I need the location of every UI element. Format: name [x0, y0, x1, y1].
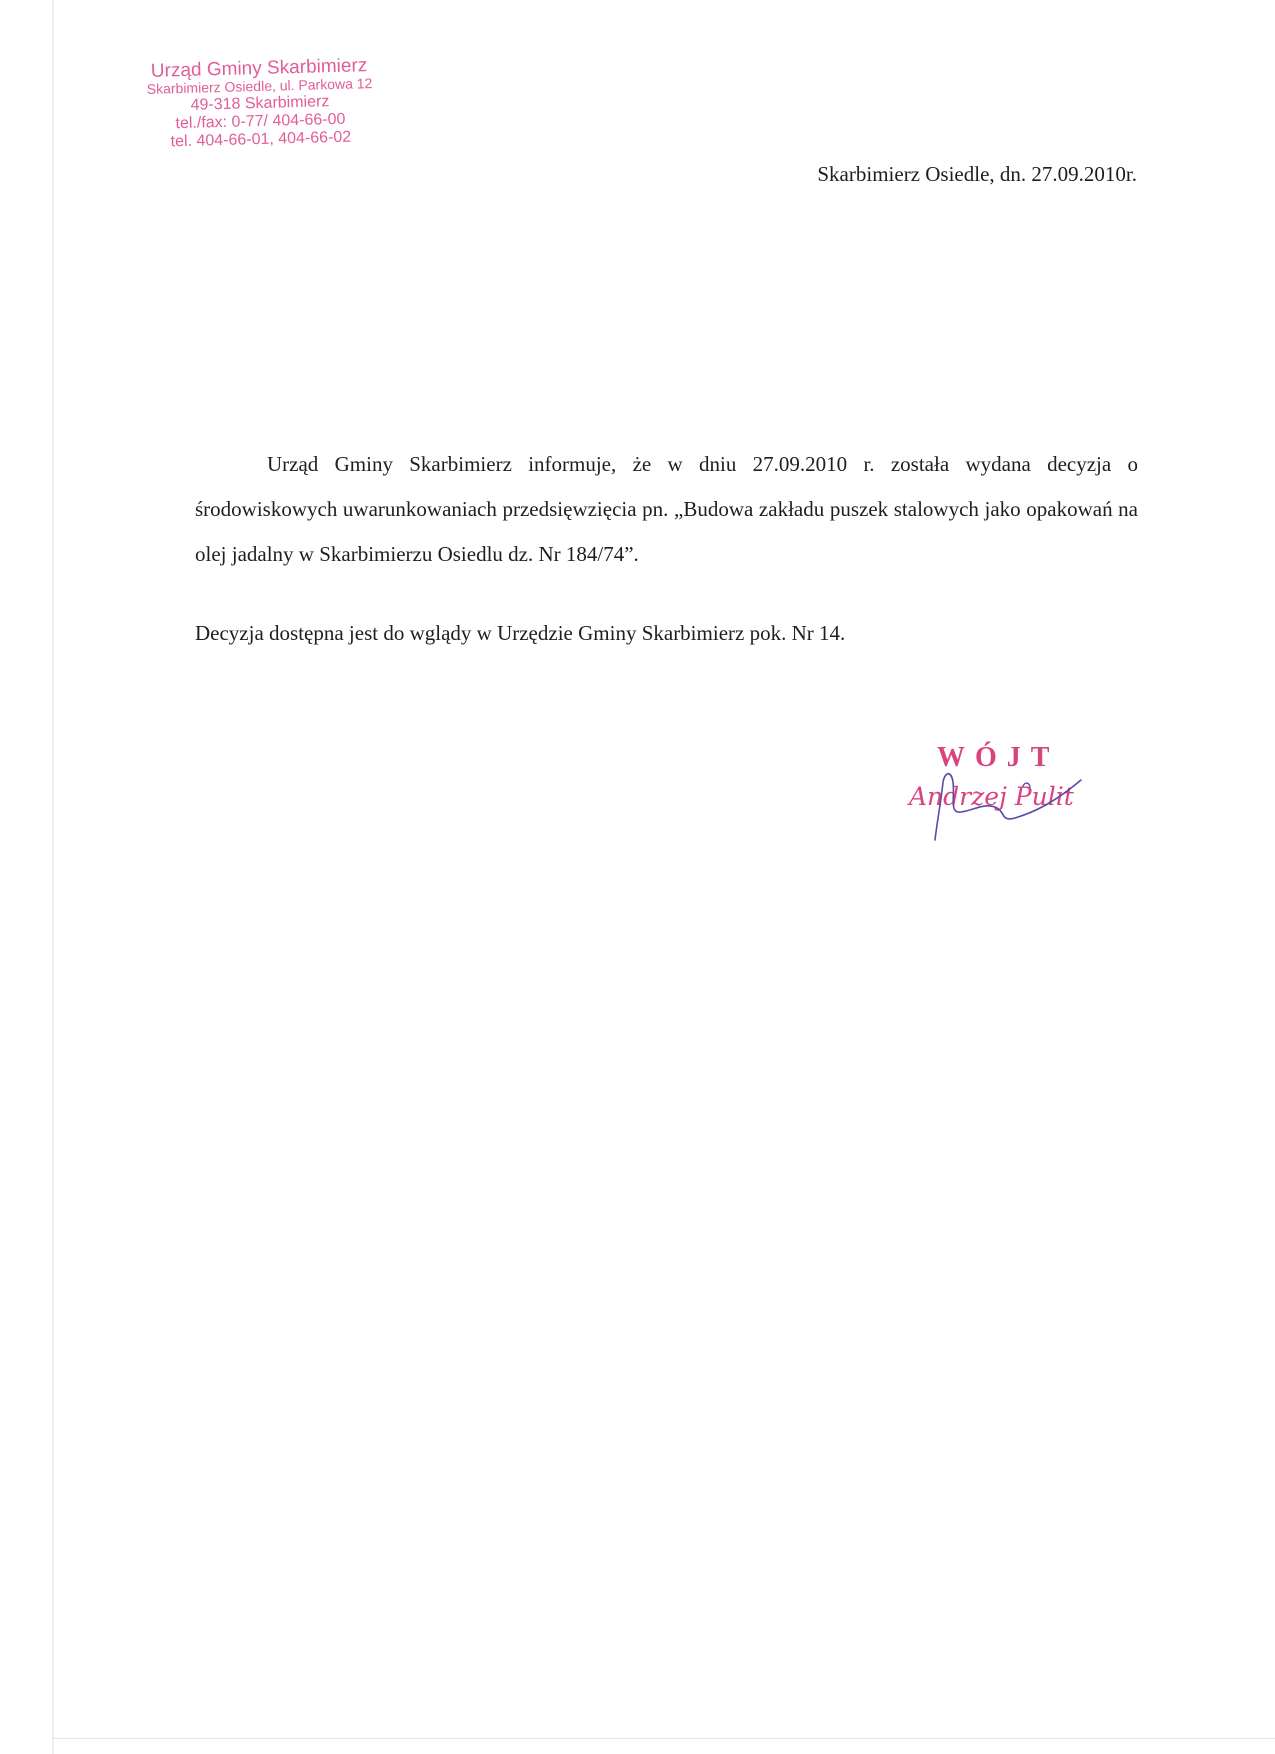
stamp-line-phone: tel. 404-66-01, 404-66-02 [170, 128, 352, 151]
handwritten-signature [905, 742, 1095, 842]
office-stamp [119, 54, 401, 152]
place-and-date: Skarbimierz Osiedle, dn. 27.09.2010r. [817, 162, 1137, 186]
stamp-line-office: Urząd Gminy Skarbimierz [150, 55, 368, 82]
scan-edge-left [52, 0, 54, 1754]
stamp-line-postcode: 49-318 Skarbimierz [190, 93, 330, 114]
signature-block [905, 742, 1095, 842]
signature-name-stamp: Andrzej Pulit [909, 782, 1074, 811]
letter-body [195, 442, 1138, 656]
scan-edge-bottom [52, 1738, 1275, 1739]
stamp-line-address: Skarbimierz Osiedle, ul. Parkowa 12 [146, 75, 373, 98]
body-paragraph-decision: Urząd Gminy Skarbimierz informuje, że w dniu 27.09.2010 r. została wydana decyzja o środowiskowych uwarunkowaniach przedsięwzięcia pn. „Budowa zakładu puszek stalowych jako opakowań na olej jadalny w Skarbimierzu Osiedlu dz. Nr 184/74”. [195, 452, 1138, 566]
signature-title-stamp: WÓJT [937, 742, 1060, 773]
stamp-line-fax: tel./fax: 0-77/ 404-66-00 [175, 110, 346, 133]
body-paragraph-availability: Decyzja dostępna jest do wglądy w Urzędzie Gminy Skarbimierz pok. Nr 14. [195, 621, 846, 645]
